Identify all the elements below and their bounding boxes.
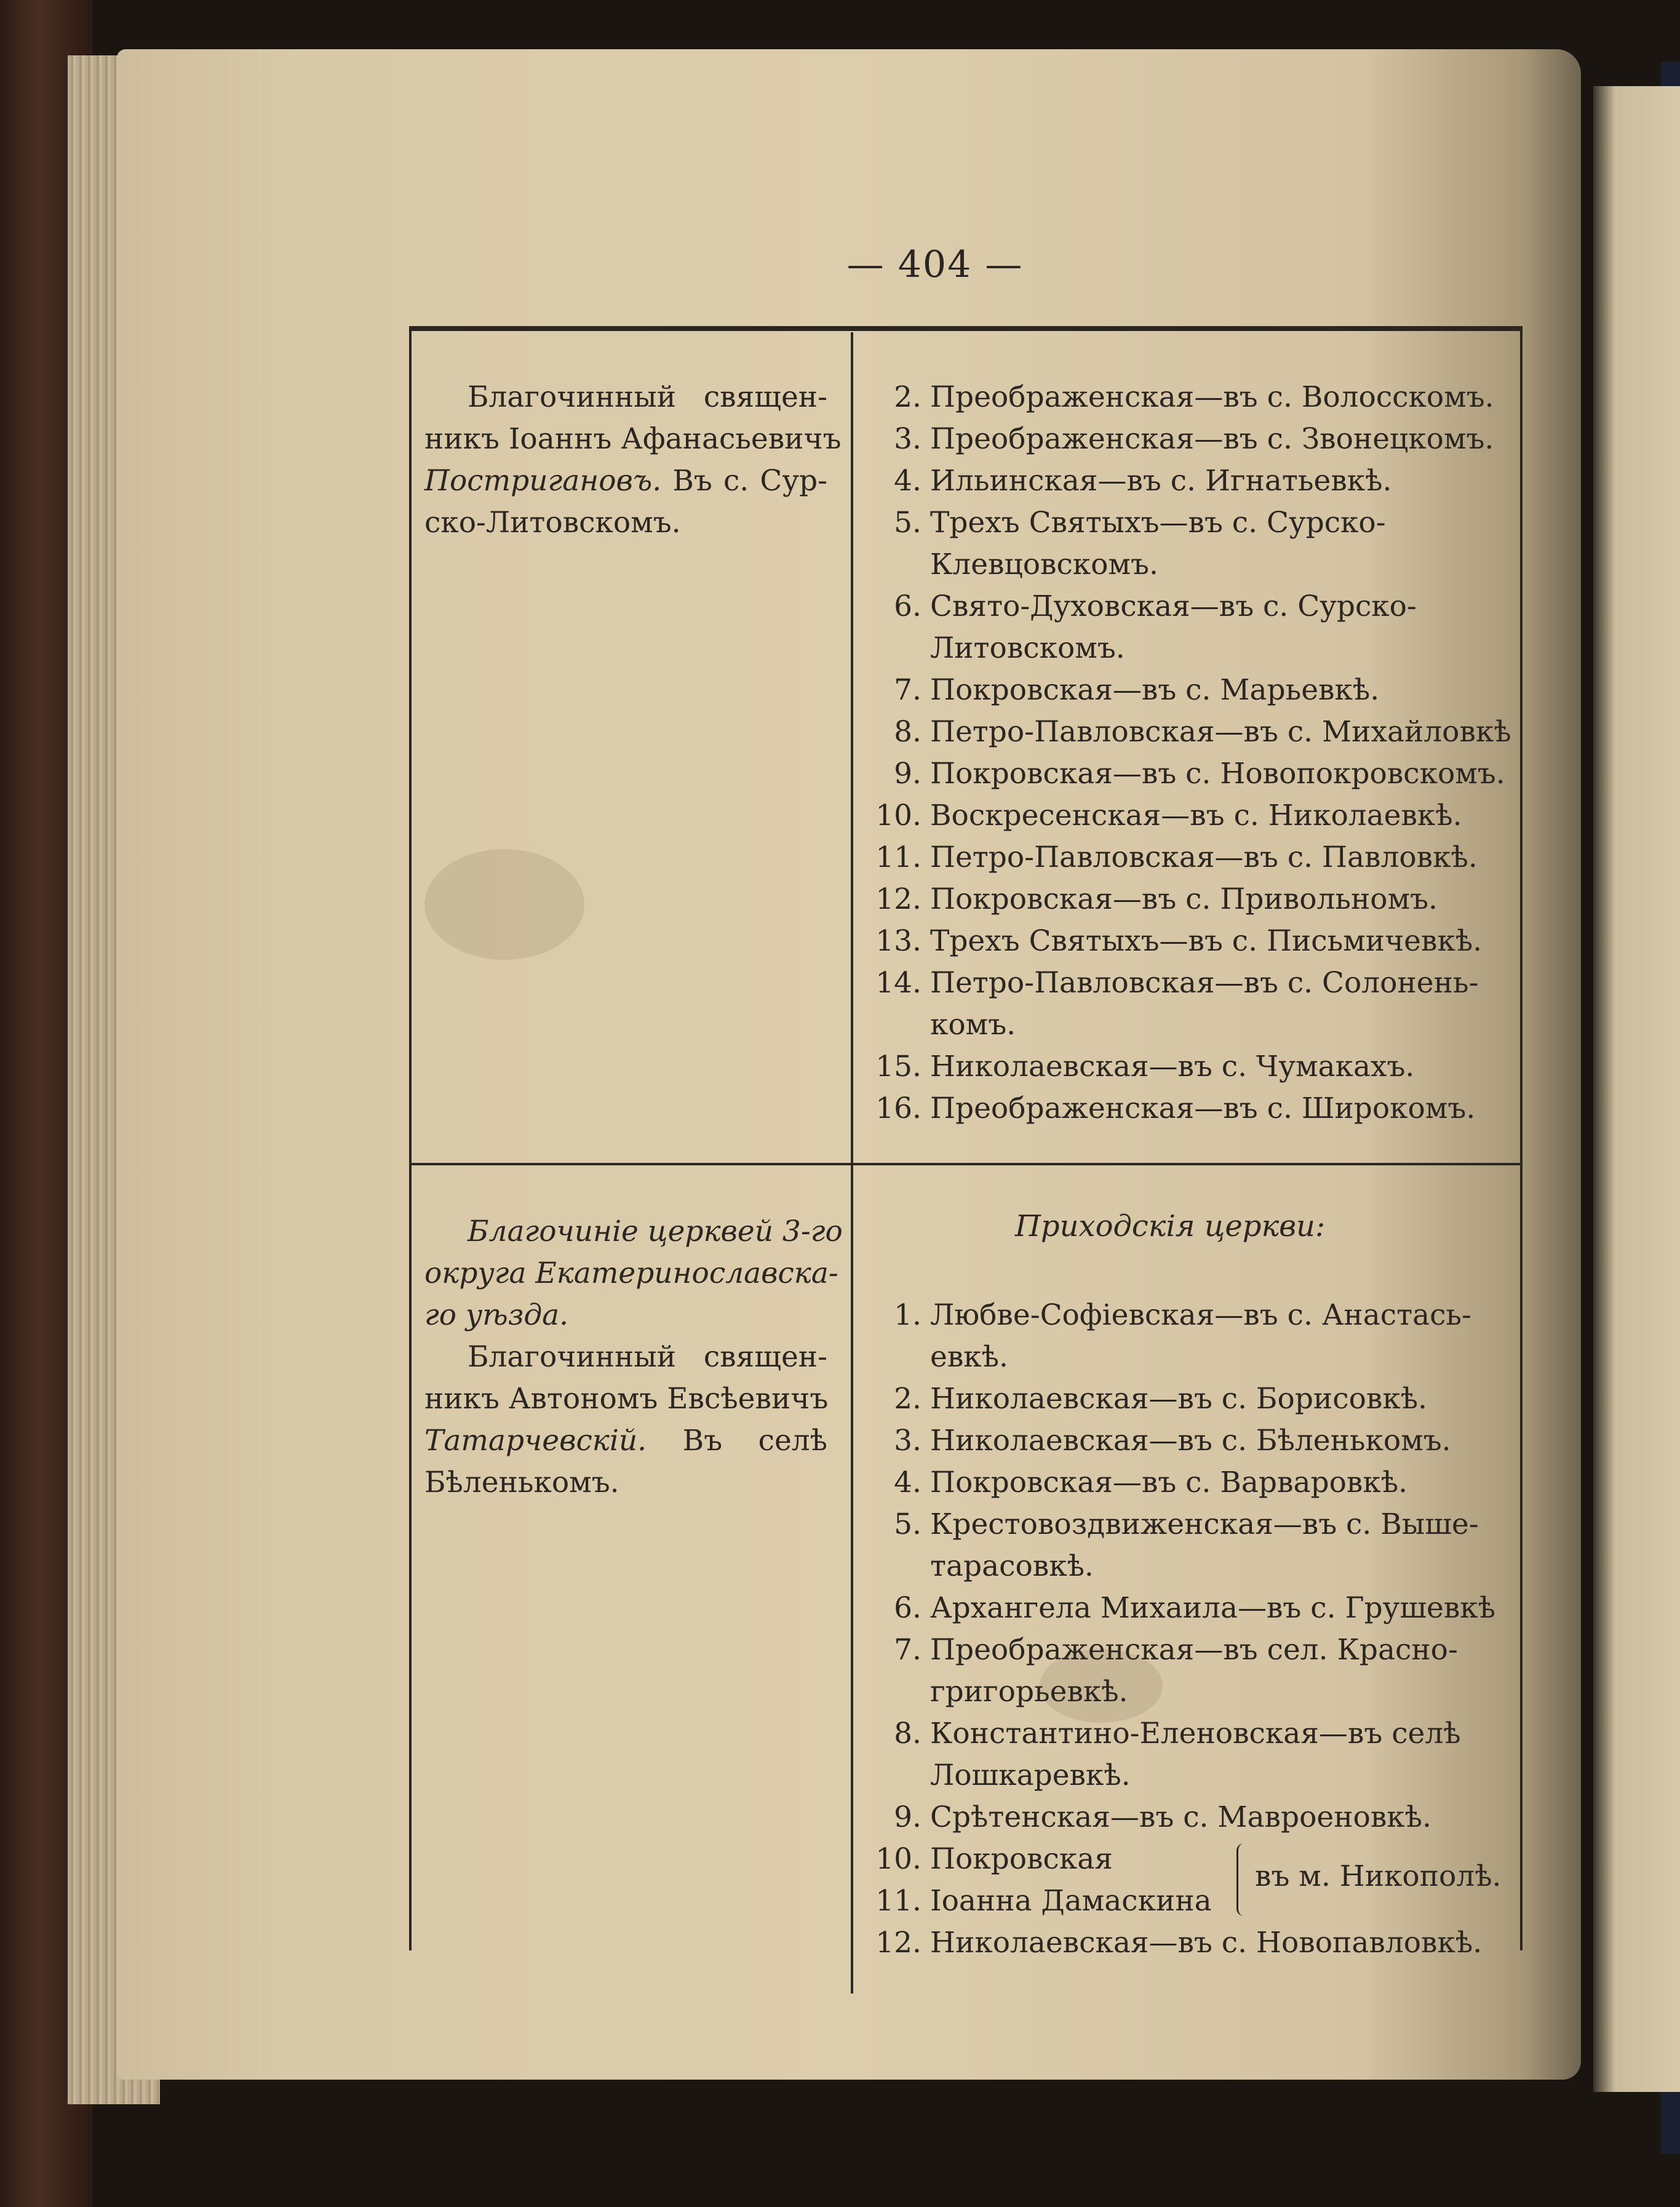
- list-item: 10. Воскресенская—въ с. Николаевкѣ.: [875, 799, 1462, 832]
- list-item: 9. Покровская—въ с. Новопокровскомъ.: [894, 757, 1505, 791]
- section-heading-line: округа Екатеринославска-: [424, 1256, 838, 1290]
- list-item: 2. Преображенская—въ с. Волосскомъ.: [894, 380, 1494, 414]
- list-item: 12. Покровская—въ с. Привольномъ.: [875, 882, 1438, 916]
- text-line: Благочинный священ-: [468, 1340, 827, 1374]
- list-item: 10. Покровская: [875, 1842, 1113, 1876]
- list-item: 8. Петро-Павловская—въ с. Михайловкѣ: [894, 715, 1511, 749]
- list-item: 7. Покровская—въ с. Марьевкѣ.: [894, 673, 1380, 707]
- list-item: 6. Архангела Михаила—въ с. Грушевкѣ: [894, 1591, 1496, 1625]
- section-heading-line: го уѣзда.: [424, 1298, 569, 1332]
- text-line: Благочинный священ-: [468, 380, 827, 414]
- brace-location: въ м. Никополѣ.: [1255, 1859, 1502, 1893]
- list-item: 5. Крестовоздвиженская—въ с. Выше- тарасовкѣ.: [894, 1507, 1479, 1583]
- facing-page-edge: [1593, 86, 1680, 2092]
- text-line: ско-Литовскомъ.: [424, 506, 681, 540]
- list-item: 13. Трехъ Святыхъ—въ с. Письмичевкѣ.: [875, 924, 1483, 958]
- list-item: 7. Преображенская—въ сел. Красно- григорьевкѣ.: [894, 1633, 1458, 1709]
- list-item: 5. Трехъ Святыхъ—въ с. Сурско- Клевцовскомъ.: [894, 506, 1386, 581]
- church-list-1: [861, 377, 1513, 1130]
- parish-churches-heading: Приходскія церкви:: [1015, 1209, 1326, 1243]
- list-item: 2. Николаевская—въ с. Борисовкѣ.: [894, 1382, 1427, 1416]
- page-number: — 404 —: [846, 243, 1024, 286]
- list-item: 4. Ильинская—въ с. Игнатьевкѣ.: [894, 464, 1392, 498]
- list-item: 12. Николаевская—въ с. Новопавловкѣ.: [875, 1926, 1483, 1960]
- list-item: 3. Преображенская—въ с. Звонецкомъ.: [894, 422, 1494, 456]
- text-line: Татарчевскій. Въ селѣ: [424, 1424, 827, 1458]
- list-item: 3. Николаевская—въ с. Бѣленькомъ.: [894, 1424, 1451, 1458]
- list-item: 6. Свято-Духовская—въ с. Сурско- Литовскомъ.: [894, 589, 1417, 665]
- curly-brace: [1236, 1843, 1249, 1916]
- text-line: никъ Іоаннъ Афанасьевичъ: [424, 422, 842, 456]
- list-item: 16. Преображенская—въ с. Широкомъ.: [875, 1092, 1476, 1125]
- list-item: 14. Петро-Павловская—въ с. Солонень- комъ.: [875, 966, 1479, 1042]
- text-line: Постригановъ. Въ с. Сур-: [424, 464, 827, 498]
- section-heading-line: Благочиніе церквей 3-го: [468, 1215, 843, 1248]
- list-item: 8. Константино-Еленовская—въ селѣ Лошкаревкѣ.: [894, 1717, 1461, 1792]
- church-list-2: [861, 1295, 1513, 1964]
- list-item: 9. Срѣтенская—въ с. Мавроеновкѣ.: [894, 1800, 1431, 1834]
- braced-items: [861, 1838, 1513, 1922]
- list-item: 4. Покровская—въ с. Варваровкѣ.: [894, 1466, 1408, 1499]
- text-line: никъ Автономъ Евсѣевичъ: [424, 1382, 829, 1416]
- list-item: 15. Николаевская—въ с. Чумакахъ.: [875, 1050, 1415, 1084]
- list-item: 11. Іоанна Дамаскина: [875, 1884, 1212, 1918]
- deanery-3-description: [424, 1211, 843, 1504]
- list-item: 11. Петро-Павловская—въ с. Павловкѣ.: [875, 840, 1478, 874]
- row-divider: [409, 1163, 1523, 1165]
- list-item: 1. Любве-Софіевская—въ с. Анастась- евкѣ.: [894, 1298, 1471, 1374]
- text-line: Бѣленькомъ.: [424, 1466, 619, 1499]
- deanery-1-description: [424, 377, 842, 544]
